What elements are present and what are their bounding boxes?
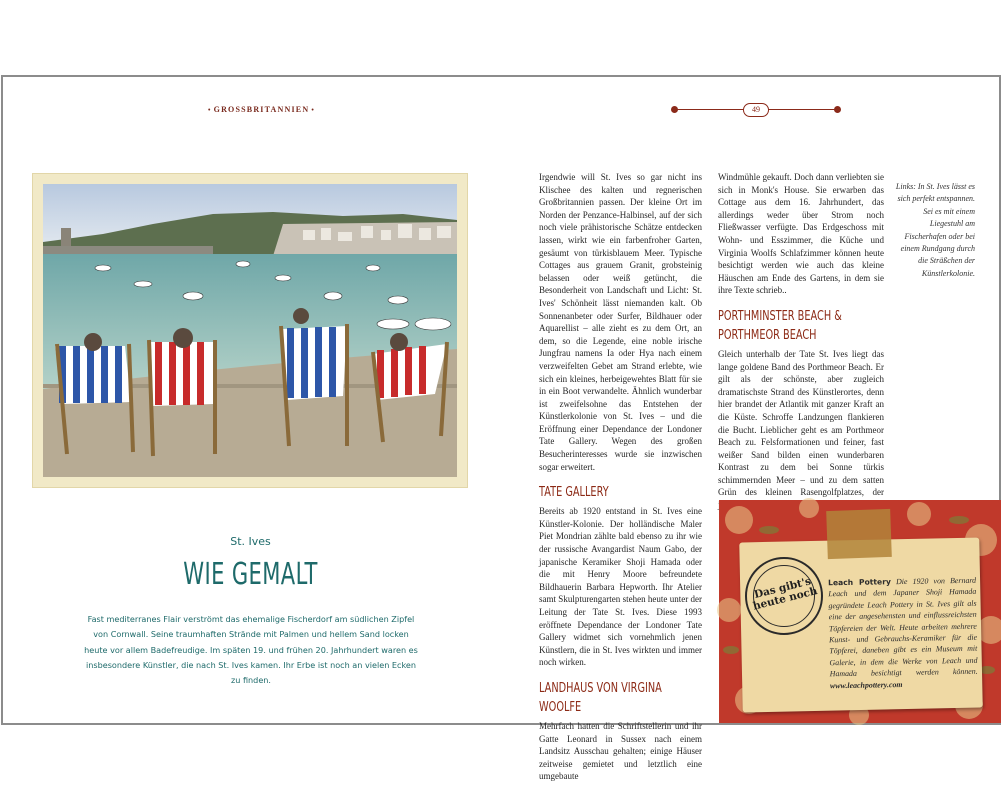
info-box-url[interactable]: www.leachpottery.com — [829, 679, 903, 690]
info-box-body: Die 1920 von Bernard Leach und dem Japaner Shoji Hamada gegründete Leach Pottery in St. Ives gilt als eine der angesehensten und einflussreichsten Töpfereien der Welt. Heute arbeiten mehrere Kunst- und Gebrauchs-Keramiker für die Töpferei, daneben gibt es ein Museum mit Galerie, in dem die Werke von Leach und Hamada besichtigt werden können. — [828, 575, 978, 679]
stamp-text: Das gibt's heute noch — [751, 575, 819, 613]
paragraph-landhaus: Mehrfach hatten die Schriftstellerin und ihr Gatte Leonard in Sussex nach einem Landsitz Ausschau gehalten; einige Häuser zeitweise gemietet und letztlich eine umgebaute — [539, 720, 702, 782]
text-column-2 — [718, 171, 884, 512]
place-label: St. Ives — [230, 535, 271, 548]
page-number: 49 — [743, 103, 769, 117]
paragraph-intro: Irgendwie will St. Ives so gar nicht ins Klischee des kalten und regnerischen Großbritannien passen. Der kleine Ort im Norden der Penzance-Halbinsel, auf der sich noch viele prähistorische Schätze entdecken lassen, wirkt wie ein farbenfroher Garten, gesäumt von türkisblauem Meer. Typische Cottages aus grauem Granit, grobsteinig belassen oder weiß getüncht, die Besonderheit von Landschaft und Licht: St. Ives' Schönheit lässt niemanden kalt. Ob Sonnenanbeter oder Surfer, Bildhauer oder Aquarellist – alle zieht es zu dem Ort, an dem, so die Legende, eine noble irische Jungfrau namens Ia oder Hya nach einem verzweifelten Gebet am Strand erlebte, wie sich ein kleines, herbeigewehtes Blatt für sie in ein Boot verwandelte. Ähnlich wunderbar ist zweifelsohne das Entstehen der Künstlerkolonie von St. Ives – und die Eröffnung einer Dependance der Londoner Tate Gallery. Wegen des großen Besucherinteresses wurde sie inzwischen sogar erweitert. — [539, 172, 702, 472]
subheading-landhaus: LANDHAUS VON VIRGINA WOOLFE — [539, 680, 662, 715]
ornament-dot-left — [671, 106, 678, 113]
page-number-ornament — [671, 103, 841, 117]
subheading-tate-gallery: TATE GALLERY — [539, 485, 609, 501]
photo-frame — [33, 174, 467, 487]
harbour-illustration — [43, 184, 457, 477]
photo-st-ives-harbour — [43, 184, 457, 477]
article-intro: Fast mediterranes Flair verströmt das ehemalige Fischerdorf am südlichen Zipfel von Cornwall. Seine traumhaften Strände mit Palmen und hellem Sand locken heute vor allem Badefreudige. Im späten 19. und frühen 20. Jahrhundert waren es insbesondere Künstler, die nach St. Ives kamen. Ihr Erbe ist noch an vielen Ecken zu finden. — [84, 614, 418, 686]
info-box-title: Leach Pottery — [828, 577, 891, 588]
tape — [826, 509, 892, 559]
paragraph-woolf: Windmühle gekauft. Doch dann verliebten sie sich in Monk's House. Sie erwarben das Cottage aus dem 16. Jahrhundert, das allerdings weder über Strom noch Fließwasser verfügte. Das Erdgeschoss mit Wohn- und Esszimmer, die Küche und Virginia Woolfs Schlafzimmer können heute besichtigt werden wie auch das kleine Häuschen am Ende des Gartens, in dem sie ihre Texte schrieb.. — [718, 172, 884, 296]
info-box-leach-pottery — [719, 500, 1001, 723]
stamp-badge — [745, 557, 823, 635]
ornament-dot-right — [834, 106, 841, 113]
subheading-beaches: PORTHMINSTER BEACH & PORTHMEOR BEACH — [718, 308, 842, 343]
paragraph-beaches: Gleich unterhalb der Tate St. Ives liegt das lange goldene Band des Porthmeor Beach. Er gilt als der schönste, aber zugleich dramatischste Strand des Künstlerortes, denn hier brandet der Atlantik mit ganzer Kraft an die Küste. Schroffe Landzungen flankieren die Bucht. Lieblicher geht es am Porthmeor Beach zu. Felsformationen und feiner, fast weißer Sand bilden einen wunderbaren Kontrast zu dem bei Sonne türkis schimmernden Meer – und zu dem satten Grün des kleinen Rasengolfplatzes, der — [718, 348, 884, 498]
running-head: • GROSSBRITANNIEN • — [206, 105, 317, 114]
text-column-1 — [539, 171, 702, 783]
info-box-text — [828, 575, 978, 692]
photo-caption: Links: In St. Ives lässt es sich perfekt entspannen. Sei es mit einem Liegestuhl am Fischerhafen oder bei einem Rundgang durch die Sträßchen der Künstlerkolonie. — [895, 182, 975, 278]
paragraph-tate: Bereits ab 1920 entstand in St. Ives eine Künstler-Kolonie. Der holländische Maler Piet Mondrian zählte bald ebenso zu ihr wie der russische Avangardist Naum Gabo, der japanische Keramiker Shoji Hamada oder die mit Henry Moore befreundete Bildhauerin Barbara Hepworth. Ihr Atelier samt Skulpturengarten stehen heute unter der Leitung der Tate St. Ives. Diese 1993 eröffnete Dependance der Londoner Tate Gallery widmet sich vornehmlich jenen Künstlern, die in St. Ives wirkten und immer noch wirken. — [539, 506, 702, 668]
article-headline: WIE GEMALT — [183, 557, 318, 592]
magazine-spread — [1, 75, 1001, 782]
